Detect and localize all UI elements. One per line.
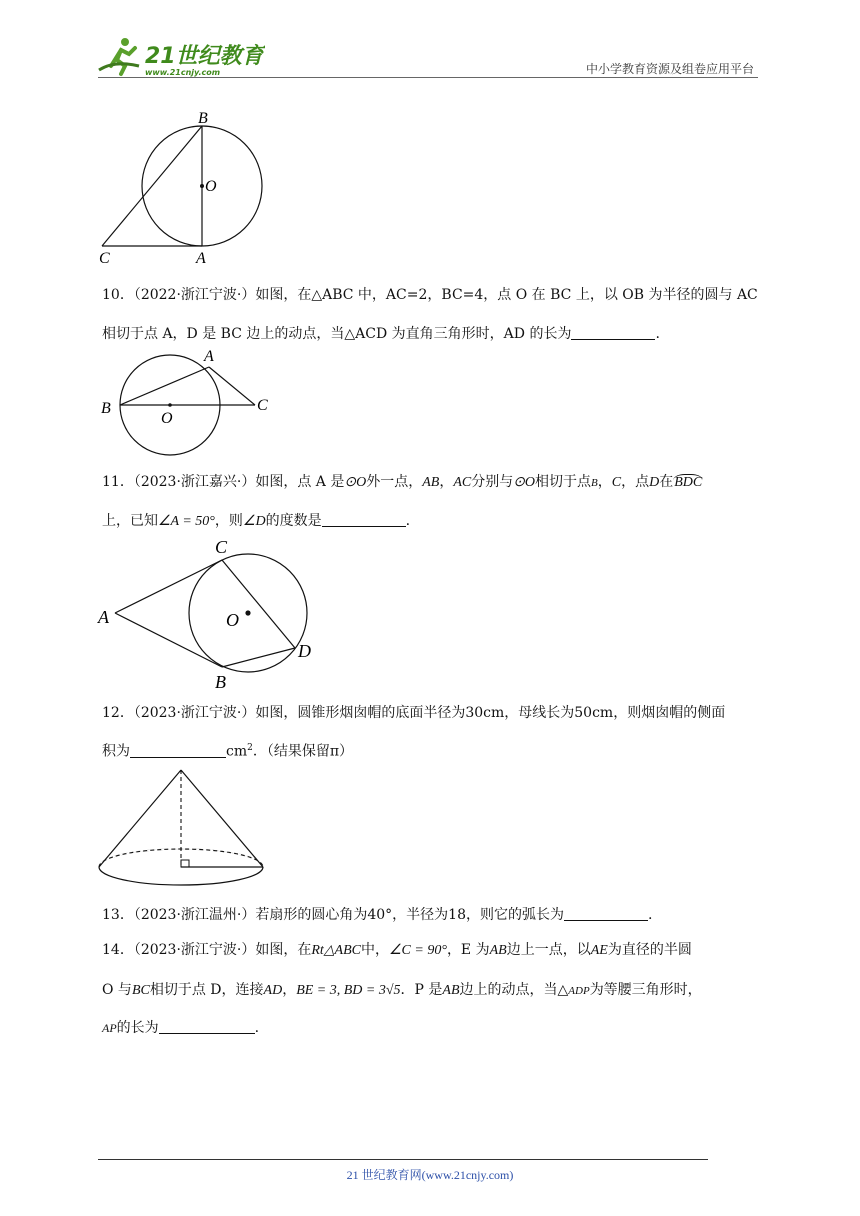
circle-o: ⊙O: [344, 475, 367, 490]
answer-blank: [322, 512, 406, 527]
circle-o: ⊙O: [513, 475, 536, 490]
site-logo: [95, 36, 265, 78]
q14-text: O 与: [102, 982, 132, 998]
label-o: O: [161, 410, 173, 427]
q11-text: ，则: [214, 513, 243, 529]
point-c: C: [611, 475, 622, 490]
question-12-line2: [102, 738, 353, 762]
answer-blank: [159, 1019, 255, 1034]
period: .: [647, 907, 653, 923]
q11-text: 上，已知: [102, 513, 158, 529]
comma: ，: [439, 474, 454, 490]
arc-bdc: BDC: [674, 475, 703, 490]
period: .: [254, 1020, 260, 1036]
segment-ab: AB: [489, 943, 507, 958]
segment-ab: AB: [442, 983, 460, 998]
label-c: C: [257, 397, 268, 414]
unit-superscript: 2: [247, 743, 253, 753]
label-a: A: [98, 607, 109, 627]
unit-cm: cm: [226, 743, 248, 760]
angle-a: ∠A = 50°: [158, 514, 215, 529]
question-10-line2: [102, 324, 660, 344]
equation-be-bd: BE = 3, BD = 3√5: [296, 983, 401, 998]
q14-text: 为等腰三角形时，: [589, 982, 702, 998]
question-11-line2: [102, 511, 410, 532]
point-b: B: [591, 477, 598, 489]
logo-url: www.21cnjy.com: [145, 68, 221, 77]
q14-text: 边上一点，以: [506, 942, 591, 958]
segment-ae: AE: [590, 943, 608, 958]
triangle-adp: ADP: [568, 985, 590, 997]
label-o: O: [205, 178, 217, 195]
footer-link[interactable]: 21 世纪教育网(www.21cnjy.com): [346, 1168, 514, 1182]
segment-ap: AP: [102, 1021, 117, 1035]
label-b: B: [101, 400, 111, 417]
q11-text: 的度数是: [265, 513, 322, 529]
segment-ab: AB: [422, 475, 440, 490]
label-b: B: [198, 110, 208, 127]
period: .: [405, 513, 411, 529]
question-12-line1: 12．（2023·浙江宁波·）如图，圆锥形烟囱帽的底面半径为30cm，母线长为50cm，则烟囱帽的侧面: [102, 705, 726, 721]
segment-bc: BC: [131, 983, 150, 998]
q11-text: 相切于点: [535, 474, 592, 490]
angle-c: ∠C = 90°: [389, 943, 447, 958]
q11-text: ，点: [621, 474, 650, 490]
question-14-line1: [102, 940, 692, 961]
label-b: B: [215, 672, 226, 692]
footer-divider: [98, 1159, 708, 1160]
q11-text: 在: [659, 474, 674, 490]
question-14-line3: [102, 1018, 259, 1038]
point-d: D: [649, 475, 660, 490]
q11-text: 11．（2023·浙江嘉兴·）如图，点 A 是: [102, 474, 345, 490]
q14-text: 相切于点 D，连接: [149, 982, 264, 998]
q14-text: ．P 是: [400, 982, 443, 998]
label-d: D: [298, 641, 311, 661]
label-c: C: [215, 537, 228, 557]
runner-icon: [99, 38, 139, 74]
answer-blank: [130, 743, 226, 758]
label-a: A: [196, 250, 206, 267]
q12-text: ．（结果保留π）: [252, 743, 354, 760]
q14-text: 为直径的半圆: [607, 942, 692, 958]
q14-text: 的长为: [116, 1020, 159, 1036]
question-11-line1: [102, 472, 703, 493]
figure-q9: [95, 105, 275, 270]
figure-q12-cone: [95, 765, 270, 895]
header-divider: [98, 77, 758, 78]
answer-blank: [564, 906, 648, 921]
q14-text: ，: [282, 982, 297, 998]
answer-blank: [571, 325, 655, 340]
q14-text: 14．（2023·浙江宁波·）如图，在: [102, 942, 312, 958]
comma: ，: [597, 474, 612, 490]
period: .: [655, 326, 660, 342]
q11-text: 外一点，: [366, 474, 423, 490]
q11-text: 分别与: [471, 474, 514, 490]
logo-text: 21世纪教育: [145, 44, 264, 69]
question-10-line1: 10．（2022·浙江宁波·）如图，在△ABC 中，AC=2，BC=4，点 O 在 BC 上，以 OB 为半径的圆与 AC: [102, 287, 758, 303]
label-o: O: [226, 610, 239, 630]
q14-text: ，E 为: [446, 942, 490, 958]
segment-ac: AC: [453, 475, 472, 490]
question-10-text: 相切于点 A，D 是 BC 边上的动点，当△ACD 为直角三角形时，AD 的长为: [102, 326, 572, 342]
label-c: C: [99, 250, 110, 267]
q14-text: 边上的动点，当△: [459, 982, 569, 998]
q12-text: 积为: [102, 743, 130, 760]
question-14-line2: [102, 980, 702, 1001]
figure-q11: [95, 535, 325, 695]
header-platform-text: 中小学教育资源及组卷应用平台: [585, 62, 754, 76]
figure-q10: [98, 345, 283, 460]
label-a: A: [204, 348, 214, 365]
triangle-abc: Rt△ABC: [311, 943, 361, 958]
q13-text: 13．（2023·浙江温州·）若扇形的圆心角为40°，半径为18，则它的弧长为: [102, 907, 564, 923]
q14-text: 中，: [361, 942, 389, 958]
segment-ad: AD: [263, 983, 283, 998]
question-13: [102, 905, 652, 925]
angle-d: ∠D: [242, 514, 266, 529]
